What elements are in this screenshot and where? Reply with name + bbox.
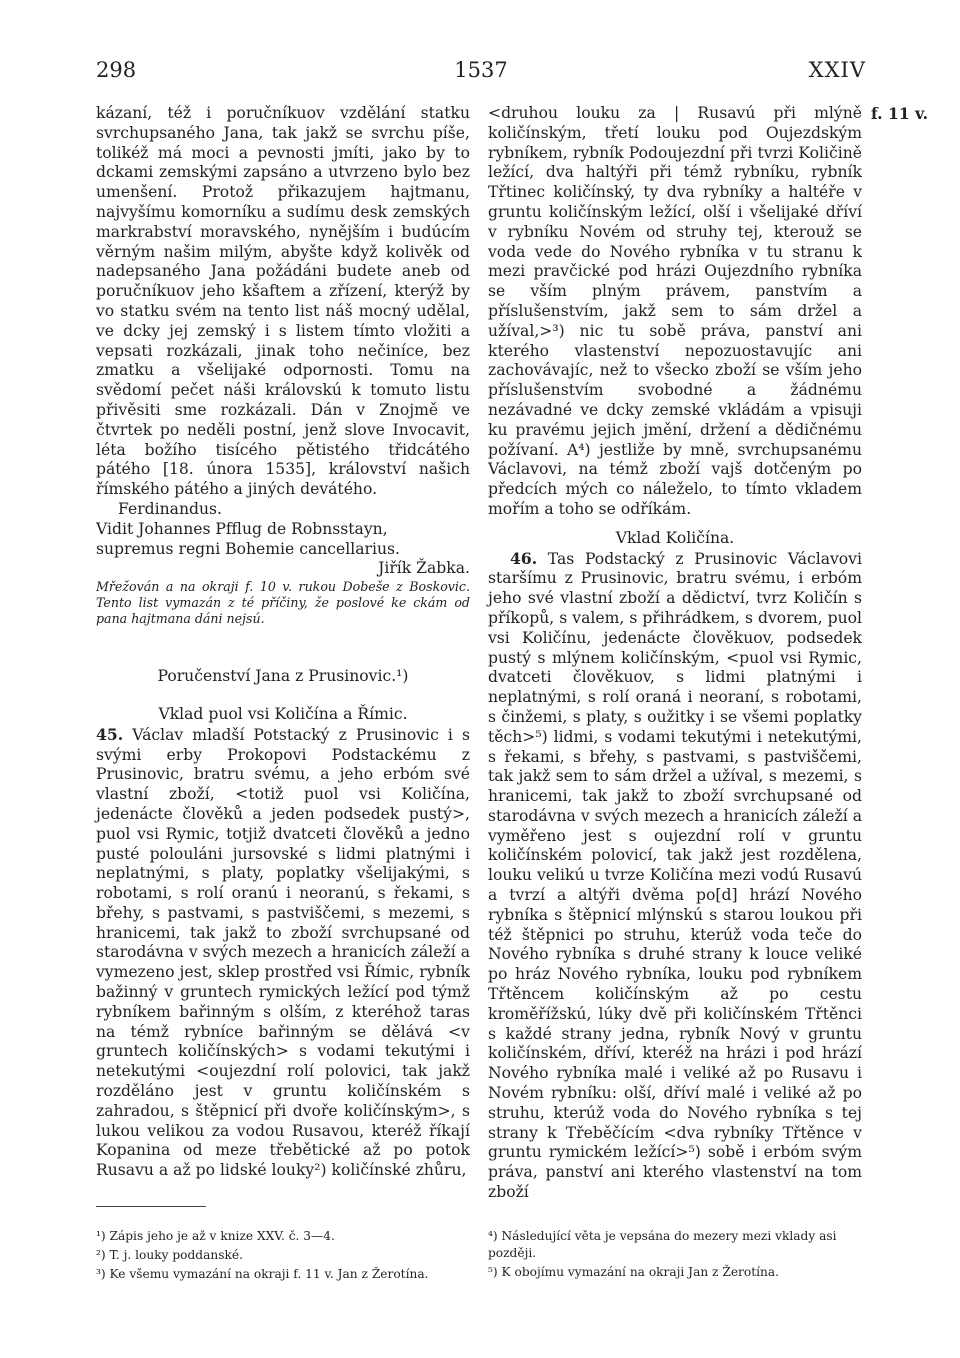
- editorial-note: Mřežován a na okraji f. 10 v. rukou Dobeše z Boskovic. Tento list vymazán z té příčiny, že poslové ke ckám od pana hajtmana dáni nejsú.: [96, 579, 470, 627]
- spacer: [96, 687, 470, 705]
- footnote-5: ⁵) K obojímu vymazání na okraji Jan z Žerotína.: [488, 1265, 779, 1279]
- footnotes-right: [488, 1228, 862, 1283]
- footnote-3: ³) Ke všemu vymazání na okraji f. 11 v. Jan z Žerotína.: [96, 1267, 429, 1281]
- running-header: [96, 58, 866, 88]
- footnote-1: ¹) Zápis jeho je až v knize XXV. č. 3—4.: [96, 1229, 335, 1243]
- signature-zabka: Jiřík Žabka.: [378, 559, 470, 578]
- entry-45-text: Václav mladší Potstacký z Prusinovic i s svými erby Prokopovi Podstackému z Prusinovic, bratru svému, a jeho erbóm své vlastní zboží, <totiž puol vsi Količína, jedenácte člověků a jeden podsedek pustý>, puol vsi Rymic, totjiž dvatceti člověků a jedno pusté polouláni jursovské s lidmi platnými i neplatnými, s platy, poplatky všelijakými, s robotami, s rolí oranú i neoranú, s řekami, s břehy, s pastvami, s pastviščemi, s mezemi, s hranicemi, tak jakž to zboží svrchupsané od starodávna v svých mezech a hranicích záleží a vymezeno jest, sklep prostřed vsi Římic, rybník bažinný v gruntech rymických ležící pod týmž rybníkem bařinným s olším, z kteréhož taras na témž rybníce bařinným se dělává <v gruntech količínských> s vodami tekutými i netekutými <oujezdní rolí polovici, tak jakž rozděláno jest v gruntu količínském s zahradou, s štěpnicí při dvoře količínským>, s lukou velikou za vodou Rusavou, kteréž říkají Kopanina od meze třebětické až po potok Rusavu a až po lidské louky²) količínské zhůru,: [96, 725, 470, 1180]
- section-heading-vklad-45: Vklad puol vsi Količína a Římic.: [158, 704, 408, 723]
- footnotes-left: [96, 1228, 470, 1285]
- entry-45: [96, 725, 470, 1181]
- footnote-2: ²) T. j. louky poddanské.: [96, 1248, 243, 1262]
- header-year: 1537: [454, 58, 508, 82]
- signature-ferdinand: Ferdinandus.: [118, 499, 222, 518]
- vidit-line-1: Vidit Johannes Pfflug de Robnsstayn,: [96, 519, 388, 538]
- page-number: 298: [96, 58, 137, 82]
- spacer: [96, 627, 470, 667]
- folio-marker: f. 11 v.: [871, 104, 929, 123]
- footnote-4: ⁴) Následující věta je vepsána do mezery mezi vklady asi později.: [488, 1229, 837, 1260]
- right-paragraph-continued: <druhou louku za | Rusavú při mlýně količínským, třetí louku pod Oujezdským rybníkem, rybník Podoujezdní při tvrzi Količině ležící, dva haltýři při témž rybníku, rybník Třtinec količínský, ty dva rybníky a haltéře v gruntu količínským ležící, olší i všelijaké dříví v rybníku Novém od struhy tej, kterouž se voda vede do Nového rybníka v tu stranu k mezi pravčické pod hrázi Oujezdního rybníka se vším plným právem, panstvím a příslušenstvím, jakž sem to sám držel a užíval,>³) nic tu sobě práva, panství ani kterého vlastenství nepozuostavujíc ani zachovávajíc, než to všecko zboží se vším jeho příslušenstvím svobodné a žádnému nezávadné ve dcky zemské vkládám a vpisuji ku pravému jejich jmění, držení a dědičnému požívaní. A⁴) jestliže by mně, svrchupsanému Václavovi, na témž zboží vajš dotčeným po předcích mých co náleželo, to tímto vkladem mořím a toho se odříkám.: [488, 104, 862, 518]
- entry-46-text: Tas Podstacký z Prusinovic Václavovi staršímu z Prusinovic, bratru svému, i erbóm jeho své vlastní zboží a dědictví, tvrz Količín s příkopů, s valem, s přihrádkem, s dvorem, puol vsi Količínu, jedenácte člověkuov, podsedek pustý s mlýnem količínským, <puol vsi Rymic, dvatceti člověkuov, s lidmi platnými i neplatnými, s rolí oraná i neoraní, s robotami, s činžemi, s platy, s oužitky i se všemi poplatky těch>⁵) lidmi, s vodami tekutými i netekutými, s řekami, s břehy, s pastvami, s pastviščemi, tak jakž sem to sám držel a užíval, s mezemi, s hranicemi, tak jakž to zboží svrchupsané od starodávna v svých mezech a hranicích záleží a vyměřeno jest s oujezdní rolí v gruntu količínském polovicí, tak jakž jest rozdělena, louku velikú u tvrze Količína mezi vodú Rusavú a tvrzí a altýři dvěma po[d] hrází Nového rybníka s štěpnicí mlýnskú s starou loukou při též štěpnici po struhu, kterúž voda teče do Nového rybníka s druhé strany k louce veliké po hráz Nového rybníka, louku pod rybníkem Třtěncem količínským až po cestu kroměřížskú, lúky dvě při količínském Třtěnci s každé strany jedna, rybník Nový v gruntu količínském, dříví, kteréž na hrázi i pod hrází Nového rybníka malé i veliké až po Rusavu i Novém rybníku: olší, dříví malé i veliké až po struhu, kterúž voda do Nového rybníka s tej strany k Třeběčícím <dva rybníky Třtěnce v gruntu rymickém ležící>⁵) sobě i erbóm svým práva, panství ani kterého vlastenství na tom zboží: [488, 549, 862, 1202]
- left-paragraph-continued: kázaní, též i poručníkuov vzdělání statku svrchupsaného Jana, tak jakž se svrchu píše, tolikéž má moci a pevnosti jmíti, jako by to dckami zemskými zapsáno a utvrzeno bylo bez umenšení. Protož přikazujem hajtmanu, najvyšímu komorníku a sudímu desk zemských markrabství moravského, nynějším i budúcím věrným našim milým, abyšte když kolivěk od nadepsaného Jana požádáni budete aneb od poručníkuov jeho kšaftem a zřízení, kterýž by vo statku svém na tento list náš mocný udělal, ve dcky jej zemský i s listem tímto vložiti a vepsati rozkázali, jinak toho nečiníce, bez zmatku a všelijaké odpornosti. Tomu na svědomí pečet náši královskú k tomuto listu přivěsiti sme rozkázali. Dán v Znojmě ve čtvrtek po neděli postní, jenž slove Invocavit, léta božího tisícého pětistého třidcátého pátého [18. února 1535], království našich římského pátého a jiných devátého.: [96, 104, 470, 499]
- section-heading-vklad-46: Vklad Količína.: [615, 528, 735, 547]
- entry-46: [488, 549, 862, 1203]
- spacer: [488, 520, 862, 529]
- left-column: [96, 104, 470, 1181]
- entry-number-45: 45.: [96, 724, 124, 744]
- vidit-line-2: supremus regni Bohemie cancellarius.: [96, 539, 400, 558]
- entry-number-46: 46.: [510, 548, 538, 568]
- section-heading-poruceni: Poručenství Jana z Prusinovic.¹): [157, 667, 409, 686]
- header-roman-numeral: XXIV: [808, 58, 866, 82]
- footnote-divider: [96, 1206, 206, 1207]
- right-column: [488, 104, 862, 1203]
